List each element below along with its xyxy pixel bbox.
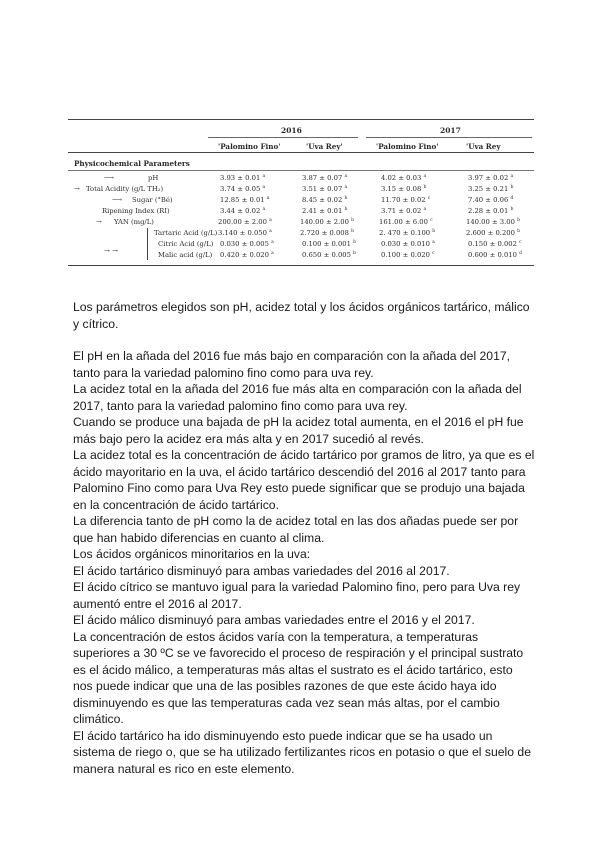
paragraph: El ácido cítrico se mantuvo igual para la variedad Palomino fino, pero para Uva rey aumentó entre el 2016 al 2017. [73, 580, 521, 611]
cell-value: 0.650 ± 0.005 [302, 251, 351, 259]
cell [220, 240, 274, 248]
table-row [68, 174, 534, 185]
table-row [68, 240, 534, 251]
cell-sup: b [344, 207, 348, 212]
cell-sup: b [353, 251, 356, 256]
cell [466, 229, 520, 237]
cell [300, 218, 354, 226]
physicochemical-table [68, 119, 534, 271]
cell-sup: a [423, 207, 427, 212]
cell [220, 174, 265, 182]
cell-value: 3.15 ± 0.08 [381, 185, 422, 193]
cell [218, 218, 272, 226]
cell-sup: a [266, 196, 270, 201]
cell [302, 240, 356, 248]
cell-sup: b [510, 185, 514, 190]
cell-sup: b [351, 229, 354, 234]
arrow-icon: ⟶ [104, 174, 115, 182]
paragraph: El ácido tartárico ha ido disminuyendo esto puede indicar que se ha usado un sistema de riego o, que se ha utilizado fertilizantes ricos en potasio o que el suelo de manera natural es rico en este elemento. [73, 728, 531, 776]
cell-sup: b [351, 218, 354, 223]
variety-header: 'Palomino Fino' [376, 142, 439, 151]
cell [381, 251, 435, 259]
cell-value: 2.720 ± 0.008 [300, 229, 349, 237]
cell [381, 240, 435, 248]
row-label: Tartaric Acid (g/L) [154, 229, 218, 237]
cell-sup: b [344, 196, 348, 201]
cell-value: 3.140 ± 0.050 [218, 229, 267, 237]
paragraph: La concentración de estos ácidos varía con la temperatura, a temperaturas superiores a 30 ºC se ve favorecido el proceso de respiración y el principal sustrato es el ácido málico, a temperaturas más altas el sustrato es el ácido tartárico, esto nos puede indicar que una de las posibles razones de que este ácido haya ido disminuyendo es que las temperaturas cada vez sean más altas, por el cambio climático. [73, 629, 524, 726]
cell [302, 251, 356, 259]
body-text [73, 299, 535, 777]
cell [468, 251, 522, 259]
cell [300, 229, 354, 237]
cell [466, 218, 520, 226]
variety-header: 'Uva Rey [466, 142, 501, 151]
cell [220, 196, 269, 204]
cell-sup: a [432, 240, 435, 245]
cell-sup: a [423, 174, 427, 179]
cell-value: 3.71 ± 0.02 [381, 207, 422, 215]
cell-value: 2.600 ± 0.200 [466, 229, 515, 237]
cell-value: 2.28 ± 0.01 [468, 207, 509, 215]
arrow-icon: → [96, 218, 102, 226]
cell [302, 196, 347, 204]
cell-sup: a [262, 185, 266, 190]
paragraph: La diferencia tanto de pH como la de acidez total en las dos añadas puede ser por que han habido diferencias en cuanto al clima. [73, 514, 519, 545]
cell-sup: a [344, 185, 348, 190]
cell-value: 2.41 ± 0.01 [302, 207, 343, 215]
variety-header: 'Uva Rey' [306, 142, 343, 151]
cell-sup: a [271, 240, 274, 245]
row-label: Ripening Index (RI) [102, 207, 170, 215]
cell-sup: b [423, 185, 427, 190]
cell-sup: a [344, 174, 348, 179]
cell-value: 12.85 ± 0.01 [220, 196, 265, 204]
cell-sup: a [271, 251, 274, 256]
year-header-2016: 2016 [281, 126, 302, 135]
cell-sup: c [427, 196, 431, 201]
cell-value: 7.40 ± 0.06 [468, 196, 509, 204]
cell-sup: c [430, 218, 433, 223]
cell [468, 185, 513, 193]
year-header-2017: 2017 [440, 126, 461, 135]
table-row [68, 196, 534, 207]
section-title: Physicochemical Parameters [74, 159, 190, 168]
cell-value: 0.030 ± 0.010 [381, 240, 430, 248]
cell-sup: c [519, 240, 522, 245]
cell-value: 3.44 ± 0.02 [220, 207, 261, 215]
cell [302, 207, 347, 215]
arrow-icon: ⟶ [112, 196, 123, 204]
row-label: pH [148, 174, 159, 182]
cell-value: 3.87 ± 0.07 [302, 174, 343, 182]
row-label: Citric Acid (g/L) [158, 240, 214, 248]
row-label: YAN (mg/L) [114, 218, 154, 226]
table-bottom-rule [68, 265, 534, 266]
paragraph: Los parámetros elegidos son pH, acidez total y los ácidos orgánicos tartárico, málico y cítrico. [73, 300, 530, 331]
cell [379, 229, 435, 237]
paragraph: El ácido málico disminuyó para ambas variedades entre el 2016 y el 2017. [73, 613, 475, 627]
cell-value: 3.25 ± 0.21 [468, 185, 509, 193]
arrow-icon: → → [104, 247, 118, 255]
row-label: Total Acidity (g/L TH₂) [86, 185, 164, 193]
cell [381, 207, 426, 215]
cell-value: 0.100 ± 0.001 [302, 240, 351, 248]
cell [381, 174, 426, 182]
row-label: Sugar (°Bé) [132, 196, 173, 204]
cell-value: 3.74 ± 0.05 [220, 185, 261, 193]
year-rule-2016 [208, 137, 358, 138]
cell [302, 174, 347, 182]
cell-value: 161.00 ± 6.00 [379, 218, 428, 226]
cell-sup: c [432, 251, 435, 256]
cell-sup: a [262, 207, 266, 212]
cell [381, 185, 426, 193]
cell [381, 196, 430, 204]
year-rule-2017 [366, 137, 532, 138]
arrow-icon: → [74, 185, 80, 193]
table-row [68, 185, 534, 196]
cell [220, 207, 265, 215]
cell-sup: b [517, 229, 520, 234]
cell-value: 0.600 ± 0.010 [468, 251, 517, 259]
table-row [68, 251, 534, 262]
cell [468, 196, 513, 204]
cell [468, 240, 522, 248]
table-row [68, 229, 534, 240]
cell-value: 3.93 ± 0.01 [220, 174, 261, 182]
table-top-rule [68, 119, 534, 120]
paragraph: La acidez total es la concentración de ácido tartárico por gramos de litro, ya que es el ácido mayoritario en la uva, el ácido tartárico descendió del 2016 al 2017 tanto para Palomino Fino como para Uva Rey esto puede significar que se produjo una bajada en la concentración de ácido tartárico. [73, 448, 535, 512]
cell-sup: a [510, 174, 514, 179]
cell-sup: b [510, 207, 514, 212]
paragraph: La acidez total en la añada del 2016 fue más alta en comparación con la añada del 2017, tanto para la variedad palomino fino como para uva rey. [73, 382, 522, 413]
cell-value: 8.45 ± 0.02 [302, 196, 343, 204]
cell [218, 229, 272, 237]
cell-sup: d [519, 251, 522, 256]
cell-value: 0.030 ± 0.005 [220, 240, 269, 248]
cell-sup: b [517, 218, 520, 223]
cell-value: 140.00 ± 2.00 [300, 218, 349, 226]
paragraph: Cuando se produce una bajada de pH la acidez total aumenta, en el 2016 el pH fue más bajo pero la acidez era más alta y en 2017 sucedió al revés. [73, 415, 524, 446]
cell-sup: a [269, 229, 272, 234]
row-label: Malic acid (g/L) [158, 251, 213, 259]
paragraph: El ácido tartárico disminuyó para ambas variedades del 2016 al 2017. [73, 563, 450, 578]
paragraph-gap [73, 332, 535, 348]
cell-sup: a [262, 174, 266, 179]
cell-value: 0.420 ± 0.020 [220, 251, 269, 259]
variety-header: 'Palomino Fino' [218, 142, 281, 151]
cell [379, 218, 433, 226]
cell-value: 2. 470 ± 0.100 [379, 229, 431, 237]
cell-value: 11.70 ± 0.02 [381, 196, 426, 204]
header-rule [68, 152, 534, 153]
cell-value: 200.00 ± 2.00 [218, 218, 267, 226]
table-row [68, 218, 534, 229]
cell-value: 3.97 ± 0.02 [468, 174, 509, 182]
cell-sup: b [353, 240, 356, 245]
cell-value: 3.51 ± 0.07 [302, 185, 343, 193]
cell [302, 185, 347, 193]
cell [220, 185, 265, 193]
cell-value: 0.150 ± 0.002 [468, 240, 517, 248]
cell-value: 140.00 ± 3.00 [466, 218, 515, 226]
cell-value: 4.02 ± 0.03 [381, 174, 422, 182]
cell-sup: a [269, 218, 272, 223]
paragraph: Los ácidos orgánicos minoritarios en la uva: [73, 547, 311, 561]
cell [220, 251, 274, 259]
table-row [68, 207, 534, 218]
paragraph: El pH en la añada del 2016 fue más bajo en comparación con la añada del 2017, tanto para la variedad palomino fino como para uva rey. [73, 349, 511, 380]
cell-value: 0.100 ± 0.020 [381, 251, 430, 259]
cell [468, 207, 513, 215]
cell-sup: d [510, 196, 514, 201]
cell-sup: b [432, 229, 436, 234]
cell [468, 174, 513, 182]
section-rule [68, 170, 534, 171]
